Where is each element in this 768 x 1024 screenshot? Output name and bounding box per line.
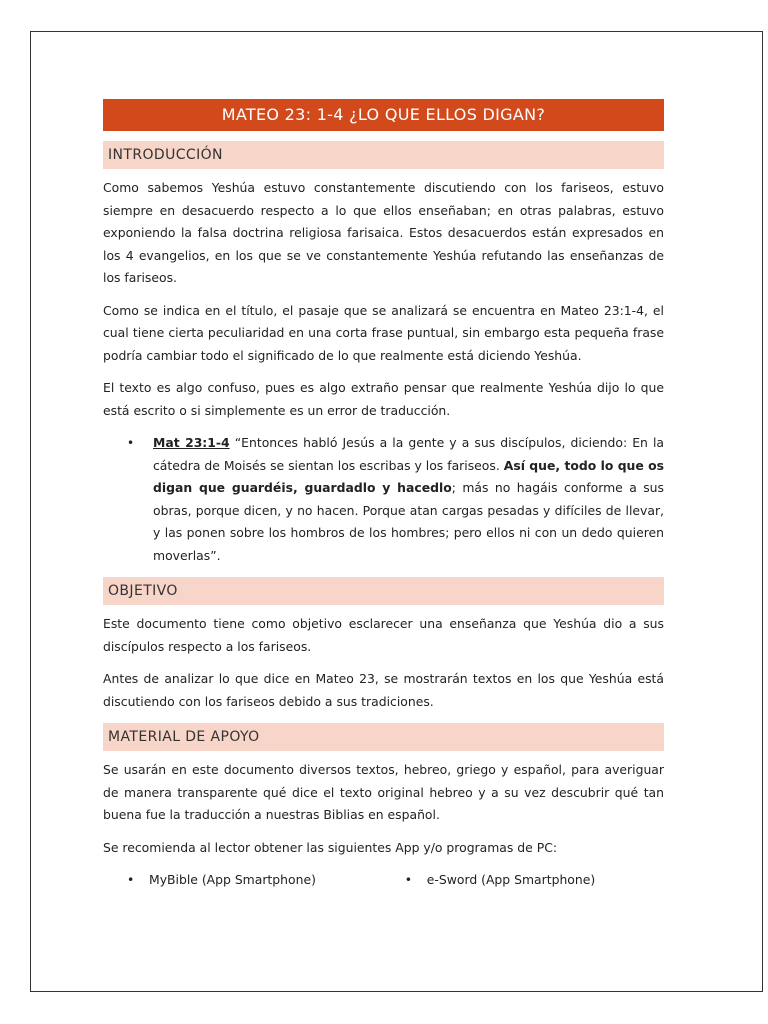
quote-text-2: ; más no hagáis conforme a sus obras, porque dicen, y no hacen. Porque atan cargas pesadas y difíciles de llevar, y las ponen sobre los hombros de los hombres; pero ellos ni con un dedo quieren moverlas”. <box>153 480 664 563</box>
document-page <box>30 31 763 992</box>
section-heading-introduccion: INTRODUCCIÓN <box>103 141 664 169</box>
document-title: MATEO 23: 1-4 ¿LO QUE ELLOS DIGAN? <box>103 99 664 131</box>
material-paragraph-2: Se recomienda al lector obtener las siguientes App y/o programas de PC: <box>103 839 558 855</box>
app-item-mybible <box>103 869 381 892</box>
intro-paragraph-2: Como se indica en el título, el pasaje que se analizará se encuentra en Mateo 23:1-4, el cual tiene cierta peculiaridad en una corta frase puntual, sin embargo esta pequeña frase podría cambiar todo el significado de lo que realmente está diciendo Yeshúa. <box>103 302 664 363</box>
quote-text-1: “Entonces habló Jesús a la gente y a sus discípulos, diciendo: En la cátedra de Moisés se sientan los escribas y los fariseos. <box>153 435 664 473</box>
app-label: MyBible (App Smartphone) <box>149 872 316 887</box>
bullet-icon: • <box>127 436 135 450</box>
intro-paragraph-1: Como sabemos Yeshúa estuvo constantemente discutiendo con los fariseos, estuvo siempre en desacuerdo respecto a lo que ellos enseñaban; en otras palabras, estuvo exponiendo la falsa doctrina religiosa farisaica. Estos desacuerdos están expresados en los 4 evangelios, en los que se ve constantemente Yeshúa refutando las enseñanzas de los fariseos. <box>103 180 664 285</box>
page-content <box>103 99 664 892</box>
bible-quote-item <box>103 432 664 567</box>
objetivo-paragraph-1: Este documento tiene como objetivo esclarecer una enseñanza que Yeshúa dio a sus discípulos respecto a los fariseos. <box>103 616 664 654</box>
app-label: e-Sword (App Smartphone) <box>426 872 596 887</box>
material-paragraph-1: Se usarán en este documento diversos textos, hebreo, griego y español, para averiguar de manera transparente qué dice el texto original hebreo y a su vez descubrir qué tan buena fue la traducción a nuestras Biblias en español. <box>103 762 664 822</box>
quote-reference: Mat 23:1-4 <box>153 435 230 450</box>
app-item-esword <box>381 869 664 892</box>
section-heading-material: MATERIAL DE APOYO <box>103 723 664 751</box>
intro-paragraph-3: El texto es algo confuso, pues es algo extraño pensar que realmente Yeshúa dijo lo que está escrito o si simplemente es un error de traducción. <box>103 380 664 418</box>
objetivo-paragraph-2: Antes de analizar lo que dice en Mateo 23, se mostrarán textos en los que Yeshúa está discutiendo con los fariseos debido a sus tradiciones. <box>103 671 664 709</box>
quote-bold-text: Así que, todo lo que os digan que guardéis, guardadlo y hacedlo <box>153 457 665 495</box>
apps-list <box>103 869 664 892</box>
bullet-icon: • <box>127 872 135 887</box>
bullet-icon: • <box>404 872 413 887</box>
section-heading-objetivo: OBJETIVO <box>103 577 664 605</box>
